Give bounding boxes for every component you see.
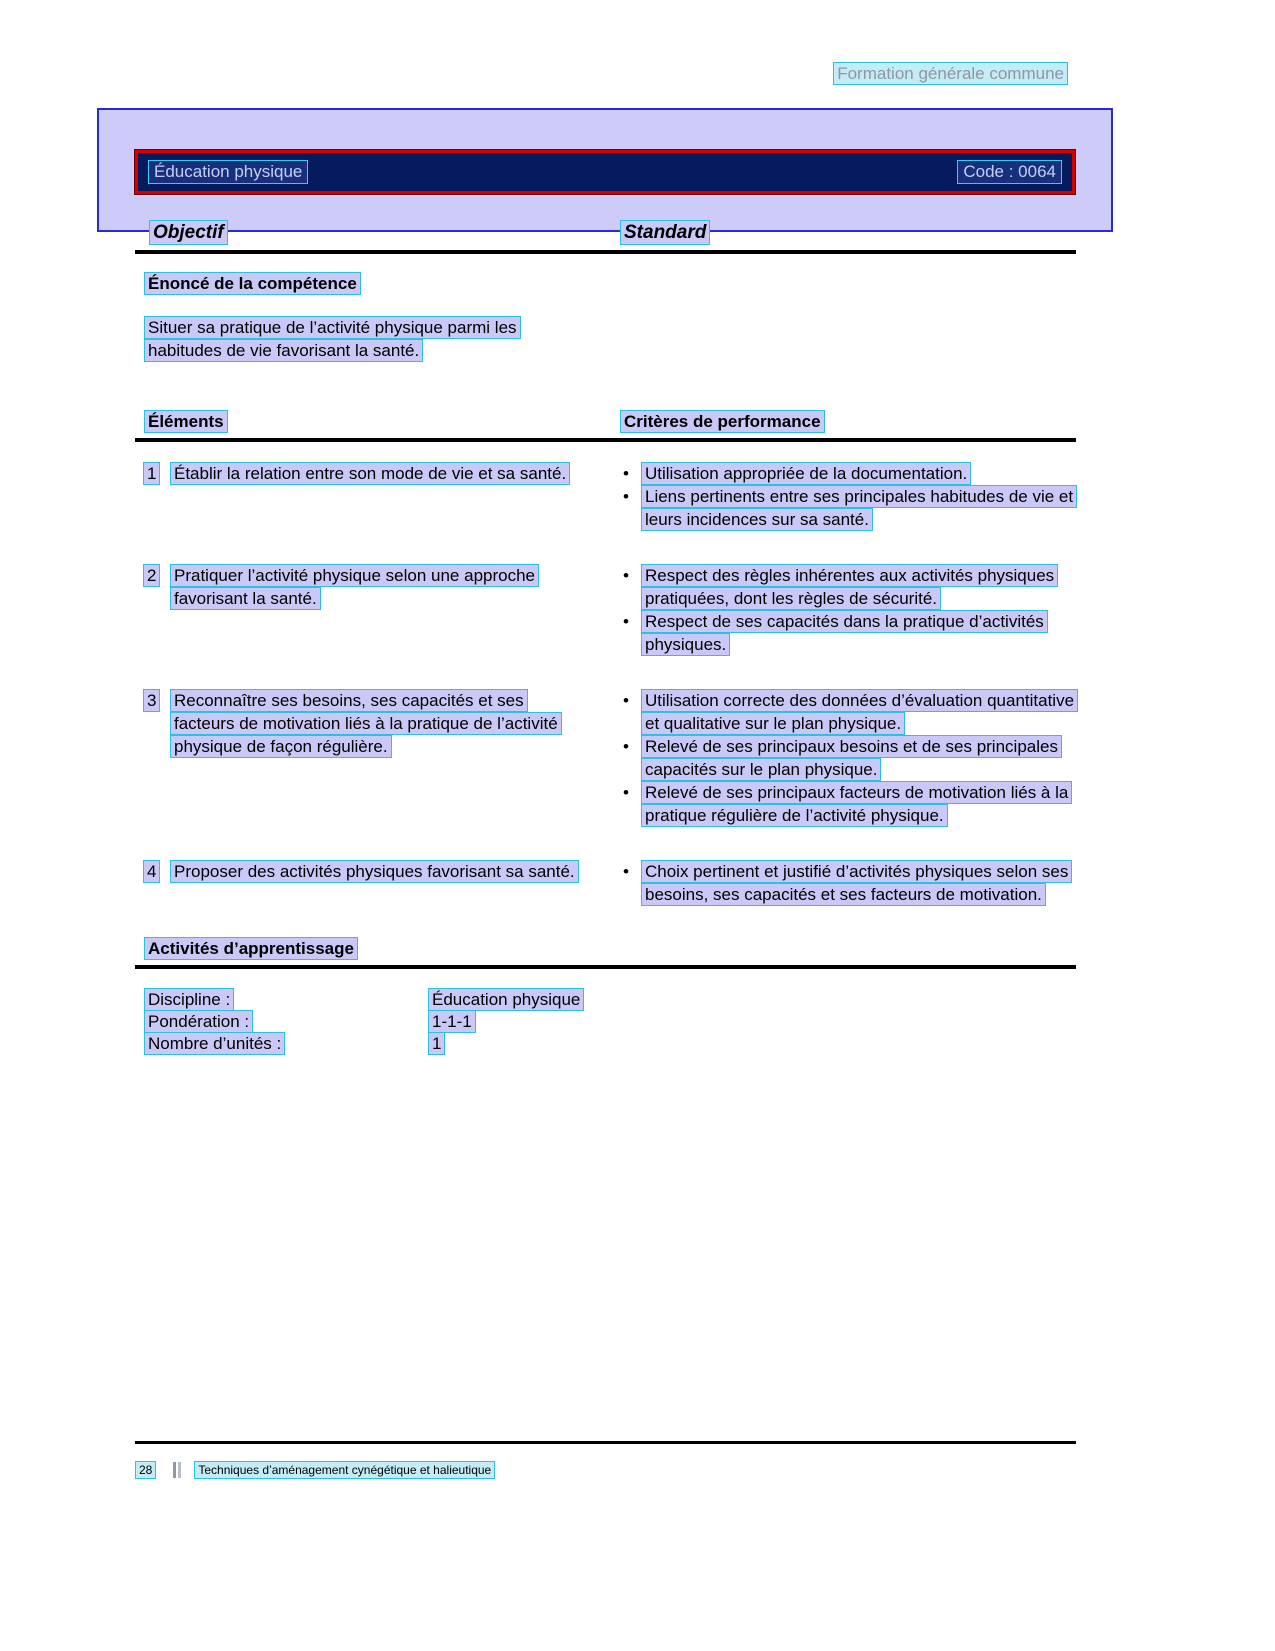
field-row bbox=[144, 1011, 1076, 1033]
footer-divider-icon bbox=[173, 1462, 181, 1478]
elements-criteria-table bbox=[135, 462, 1076, 906]
criteria-cell bbox=[620, 689, 1076, 827]
field-row bbox=[144, 1033, 1076, 1055]
criterion-item: • Respect des règles inhérentes aux activités physiques pratiquées, dont les règles de sécurité. bbox=[620, 564, 1075, 610]
course-title: Éducation physique bbox=[148, 160, 308, 184]
element-number: 1 bbox=[143, 462, 170, 531]
objectif-header: Objectif bbox=[135, 222, 620, 244]
footer-line bbox=[135, 1461, 1076, 1479]
footer-rule bbox=[135, 1441, 1076, 1444]
element-cell bbox=[135, 462, 620, 531]
field-value: 1 bbox=[428, 1033, 1076, 1055]
criterion-item: • Respect de ses capacités dans la pratique d’activités physiques. bbox=[620, 610, 1075, 656]
column-headers bbox=[135, 222, 1076, 244]
element-cell bbox=[135, 860, 620, 906]
running-header bbox=[833, 64, 1068, 84]
criterion-item: • Choix pertinent et justifié d’activités physiques selon ses besoins, ses capacités et ses facteurs de motivation. bbox=[620, 860, 1075, 906]
field-label: Pondération : bbox=[144, 1011, 428, 1033]
activites-heading: Activités d’apprentissage bbox=[144, 939, 1076, 959]
divider-rule bbox=[135, 965, 1076, 969]
criterion-item: • Utilisation correcte des données d’évaluation quantitative et qualitative sur le plan physique. bbox=[620, 689, 1075, 735]
criteres-header: Critères de performance bbox=[620, 412, 1076, 432]
page-footer bbox=[135, 1441, 1076, 1479]
field-value: 1-1-1 bbox=[428, 1011, 1076, 1033]
element-text: Pratiquer l’activité physique selon une approche favorisant la santé. bbox=[170, 564, 580, 656]
running-header-label: Formation générale commune bbox=[833, 62, 1068, 85]
page-number: 28 bbox=[135, 1461, 156, 1479]
elements-header: Éléments bbox=[135, 412, 620, 432]
table-row bbox=[135, 860, 1076, 906]
enonce-body: Situer sa pratique de l’activité physique parmi les habitudes de vie favorisant la santé. bbox=[144, 316, 572, 362]
main-content bbox=[135, 222, 1076, 1055]
element-number: 3 bbox=[143, 689, 170, 827]
divider-rule bbox=[135, 250, 1076, 254]
table-row bbox=[135, 689, 1076, 827]
element-text: Proposer des activités physiques favorisant sa santé. bbox=[170, 860, 580, 906]
element-text: Établir la relation entre son mode de vie et sa santé. bbox=[170, 462, 580, 531]
element-number: 2 bbox=[143, 564, 170, 656]
element-text: Reconnaître ses besoins, ses capacités et ses facteurs de motivation liés à la pratique de l’activité physique de façon régulière. bbox=[170, 689, 580, 827]
field-label: Discipline : bbox=[144, 989, 428, 1011]
course-banner bbox=[97, 108, 1113, 232]
element-number: 4 bbox=[143, 860, 170, 906]
criteria-cell bbox=[620, 462, 1076, 531]
enonce-heading: Énoncé de la compétence bbox=[144, 274, 1076, 294]
criterion-item: • Liens pertinents entre ses principales habitudes de vie et leurs incidences sur sa santé. bbox=[620, 485, 1075, 531]
field-value: Éducation physique bbox=[428, 989, 1076, 1011]
element-cell bbox=[135, 564, 620, 656]
criterion-item: • Relevé de ses principaux facteurs de motivation liés à la pratique régulière de l’activité physique. bbox=[620, 781, 1075, 827]
element-cell bbox=[135, 689, 620, 827]
footer-program-title: Techniques d’aménagement cynégétique et halieutique bbox=[194, 1461, 495, 1479]
divider-rule bbox=[135, 438, 1076, 442]
activites-fields bbox=[144, 989, 1076, 1055]
field-row bbox=[144, 989, 1076, 1011]
criteria-cell bbox=[620, 860, 1076, 906]
criteria-cell bbox=[620, 564, 1076, 656]
criterion-item: • Utilisation appropriée de la documentation. bbox=[620, 462, 1075, 485]
course-code: Code : 0064 bbox=[957, 160, 1062, 184]
course-title-bar bbox=[135, 150, 1075, 194]
criterion-item: • Relevé de ses principaux besoins et de ses principales capacités sur le plan physique. bbox=[620, 735, 1075, 781]
table-headers bbox=[135, 412, 1076, 432]
field-label: Nombre d’unités : bbox=[144, 1033, 428, 1055]
table-row bbox=[135, 564, 1076, 656]
standard-header: Standard bbox=[620, 222, 1076, 244]
table-row bbox=[135, 462, 1076, 531]
